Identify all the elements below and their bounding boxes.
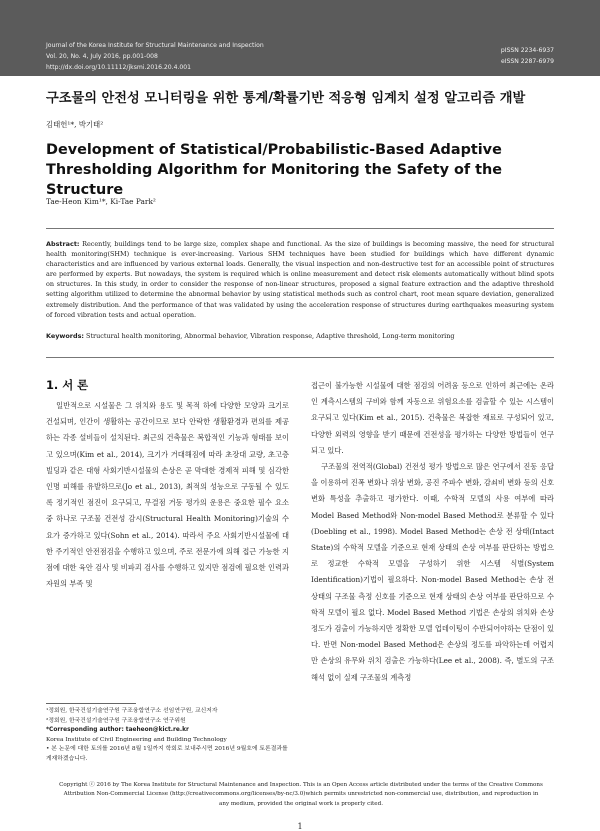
section-heading-introduction: 1. 서 론 xyxy=(46,378,89,392)
abstract-block xyxy=(46,239,554,320)
right-paragraph-1: 접근이 불가능한 시설물에 대한 점검의 어려움 등으로 인하여 최근에는 온라인 계측시스템의 구비와 함께 자동으로 위험요소를 검출할 수 있는 시스템이 요구되고 있다(Kim et al., 2015). 건축물은 복잡한 재료로 구성되어 있고, 다양한 외력의 영향을 받기 때문에 건전성을 평가하는 다양한 방법들이 연구되고 있다. xyxy=(311,381,554,455)
footnote-institute: Korea Institute of Civil Engineering and Building Technology xyxy=(46,736,227,743)
journal-info xyxy=(46,40,264,73)
abstract-label: Abstract: xyxy=(46,240,80,248)
keywords-label: Keywords: xyxy=(46,332,84,340)
page-number: 1 xyxy=(297,822,303,831)
footnote-affiliation-1: ¹정회원, 한국건설기술연구원 구조융합연구소 선임연구원, 교신저자 xyxy=(46,708,218,714)
footnote-discussion-notice: • 본 논문에 대한 토의를 2016년 8월 1일까지 학회로 보내주시면 2016년 9월호에 토론결과를 게재하겠습니다. xyxy=(46,746,288,762)
footnotes-block xyxy=(46,707,289,765)
eissn: eISSN 2287-6979 xyxy=(501,58,554,65)
english-title: Development of Statistical/Probabilistic-Based Adaptive Thresholding Algorithm for Monitoring the Safety of the Structure xyxy=(46,142,503,198)
journal-name: Journal of the Korea Institute for Structural Maintenance and Inspection xyxy=(46,42,264,49)
keywords-block xyxy=(46,332,554,340)
footnote-corresponding-author xyxy=(46,726,289,736)
doi-link[interactable]: http://dx.doi.org/10.11112/jksmi.2016.20.4.001 xyxy=(46,64,192,71)
abstract-top-rule xyxy=(46,228,554,229)
left-text-column xyxy=(46,398,289,592)
keywords-text: Structural health monitoring, Abnormal behavior, Vibration response, Adaptive threshold, Long-term monitoring xyxy=(86,332,455,340)
journal-header-band xyxy=(0,0,600,76)
copyright-notice: Copyright ⓒ 2016 by The Korea Institute for Structural Maintenance and Inspection. This is an Open Access article distributed under the terms of the Creative Commons Attribution Non-Commercial License (http://creativecommons.org/licenses/by-nc/3.0)which permits unrestricted non-commercial use, distribution, and reproduction in any medium, provided the original work is properly cited. xyxy=(59,782,543,807)
issn-info xyxy=(501,45,554,67)
left-paragraph-1: 일반적으로 시설물은 그 위치와 용도 및 목적 하에 다양한 모양과 크기로 건설되며, 인간이 생활하는 공간이므로 보다 안락한 생활환경과 편의를 제공하는 각종 설비들이 설치된다. 최근의 건축물은 복합적인 기능과 형태를 보이고 있으며(Kim et al., 2014), 크기가 거대해짐에 따라 초장대 교량, 초고층 빌딩과 같은 대형 사회기반시설물의 손상은 곧 막대한 경제적 피해 및 심각한 인명 피해를 유발하므로(Jo et al., 2013), 최적의 성능으로 구동될 수 있도록 정기적인 점진이 요구되고, 무결점 거동 평가의 운용은 중요한 필수 요소 중 하나로 구조물 건전성 감시(Structural Health Monitoring)기술의 수요가 증가하고 있다(Sohn et al., 2014). 따라서 주요 사회기반시설물에 대한 주기적인 안전점검을 수행하고 있으며, 주로 전문가에 의해 접근 가능한 지점에 대한 육안 검사 및 비파괴 검사를 수행하고 있지만 점검에 필요한 인력과 자원의 부족 및 xyxy=(46,401,289,589)
abstract-bottom-rule xyxy=(46,357,554,358)
korean-authors: 김태헌¹*, 박기태² xyxy=(46,120,104,129)
footnote-rule xyxy=(46,703,136,704)
pissn: pISSN 2234-6937 xyxy=(500,47,554,54)
abstract-text: Recently, buildings tend to be large size, complex shape and functional. As the size of buildings is becoming massive, the need for structural health monitoring(SHM) technique is ever-increasing. Various SHM techniques have been studied for buildings which have different dynamic characteristics and are influenced by various external loads. Generally, the visual inspection and non-destructive test for an accessible point of structures are performed by experts. But nowadays, the system is required which is online measurement and detect risk elements automatically without blind spots on structures. In this study, in order to consider the response of non-linear structures, proposed a signal feature extraction and the adaptive threshold setting algorithm utilized to determine the abnormal behavior by using statistical methods such as control chart, root mean square deviation, generalized extremely distribution. And the performance of that was validated by using the acceleration response of structures during earthquakes measuring system of forced vibration tests and actual operation. xyxy=(46,240,554,319)
right-text-column xyxy=(311,378,554,686)
volume-line: Vol. 20, No. 4, July 2016, pp.001-008 xyxy=(46,53,158,60)
english-authors: Tae-Heon Kim¹*, Ki-Tae Park² xyxy=(46,197,156,206)
right-paragraph-2: 구조물의 전역적(Global) 건전성 평가 방법으로 많은 연구에서 진동 응답을 이용하여 진폭 변화나 위상 변화, 공진 주파수 변화, 감쇠비 변화 등의 신호 변화 특성을 추출하고 평가한다. 이때, 수학적 모델의 사용 여부에 따라 Model Based Method와 Non-model Based Method로 분류할 수 있다(Doebling et al., 1998). Model Based Method는 손상 전 상태(Intact State)의 수학적 모델을 기준으로 현재 상태의 손상 여부를 판단하는 방법으로 정교한 수학적 모델을 구성하기 위한 시스템 식별(System Identification)기법이 필요하다. Non-model Based Method는 손상 전 상태의 구조물 측정 신호를 기준으로 현재 상태의 손상 여부를 판단하므로 수학적 모델이 필요 없다. Model Based Method 기법은 손상의 위치와 손상 정도가 검출이 가능하지만 정확한 모델 업데이팅이 수반되어야하는 단점이 있다. 반면 Non-model Based Method은 손상의 정도를 파악하는데 어렵지만 손상의 유무와 위치 검출은 가능하다(Lee et al., 2008). 즉, 별도의 구조해석 없이 실제 구조물의 계측정 xyxy=(311,462,554,682)
footnote-affiliation-2: ²정회원, 한국건설기술연구원 구조융합연구소 연구위원 xyxy=(46,717,186,724)
corresponding-author-email[interactable]: *Corresponding author: taeheon@kict.re.kr xyxy=(46,727,189,734)
korean-title: 구조물의 안전성 모니터링을 위한 통계/확률기반 적응형 임계치 설정 알고리즘 개발 xyxy=(46,91,526,106)
